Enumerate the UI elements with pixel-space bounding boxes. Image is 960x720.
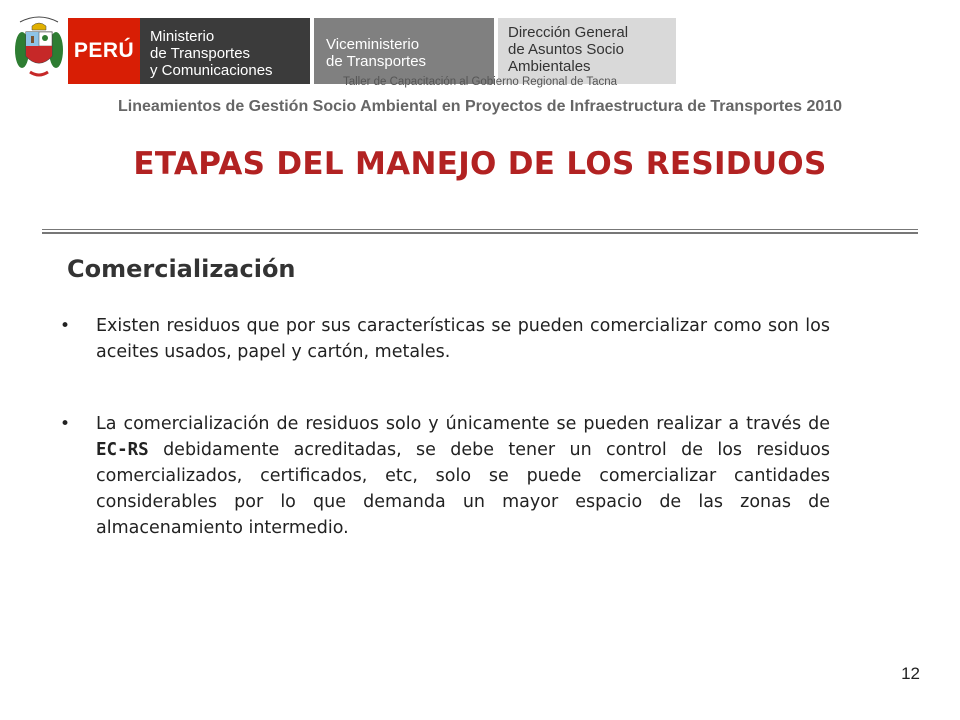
guidelines-caption: Lineamientos de Gestión Socio Ambiental en Proyectos de Infraestructura de Transportes 2010 bbox=[117, 98, 843, 115]
ministry-brand-box bbox=[140, 18, 310, 84]
peru-brand-box bbox=[68, 18, 140, 84]
bullet-dot: • bbox=[60, 414, 71, 434]
bullet-text bbox=[96, 411, 830, 541]
direction-brand-box bbox=[498, 18, 676, 84]
direction-line-2: de Asuntos Socio bbox=[508, 41, 624, 58]
ec-rs-highlight: EC-RS bbox=[96, 440, 149, 460]
peru-label: PERÚ bbox=[73, 39, 135, 62]
ministry-line-1: Ministerio bbox=[150, 28, 215, 45]
bullet-text: Existen residuos que por sus características se pueden comercializar como son los aceites usados, papel y cartón, metales. bbox=[96, 316, 830, 362]
peru-coat-of-arms-icon bbox=[12, 14, 66, 82]
bullet-item bbox=[60, 313, 830, 365]
vice-ministry-brand-box bbox=[314, 18, 494, 84]
bullet-text-after: debidamente acreditadas, se debe tener un control de los residuos comercializados, certificados, etc, solo se puede comercializar cantidades considerables por lo que demanda un mayor espacio de las zonas de almacenamiento intermedio. bbox=[96, 440, 830, 538]
section-subtitle: Comercialización bbox=[67, 255, 296, 283]
ministry-line-3: y Comunicaciones bbox=[150, 62, 273, 79]
bullet-text-before: La comercialización de residuos solo y únicamente se pueden realizar a través de bbox=[96, 414, 830, 434]
bullet-item bbox=[60, 411, 830, 541]
workshop-caption: Taller de Capacitación al Gobierno Regional de Tacna bbox=[342, 76, 618, 88]
vice-line-2: de Transportes bbox=[326, 53, 427, 70]
title-divider-thick bbox=[42, 232, 918, 234]
vice-line-1: Viceministerio bbox=[326, 36, 420, 53]
title-divider-thin bbox=[42, 229, 918, 230]
bullet-dot: • bbox=[60, 316, 71, 336]
direction-line-1: Dirección General bbox=[508, 24, 629, 41]
slide-title: ETAPAS DEL MANEJO DE LOS RESIDUOS bbox=[133, 146, 827, 182]
page-number: 12 bbox=[901, 664, 920, 683]
direction-line-3: Ambientales bbox=[508, 58, 591, 75]
ministry-line-2: de Transportes bbox=[150, 45, 251, 62]
